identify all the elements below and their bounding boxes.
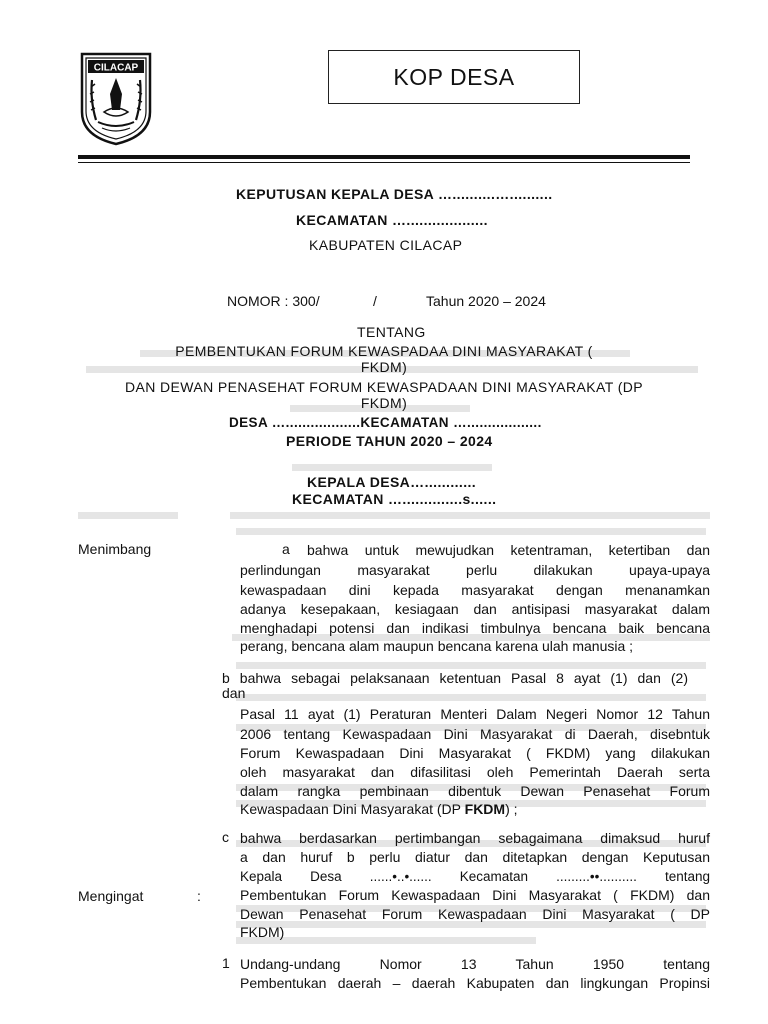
- item-b-dan: dan: [222, 685, 246, 701]
- item-c-marker: c: [222, 829, 229, 845]
- nomor-label: NOMOR : 300/: [227, 293, 320, 309]
- decree-title-line1: KEPUTUSAN KEPALA DESA …..........…..........: [236, 186, 553, 202]
- item-b-line: Pasal 11 ayat (1) Peraturan Menteri Dalam Negeri Nomor 12 Tahun: [240, 706, 710, 722]
- subject-line-4: FKDM): [360, 395, 408, 411]
- item-a-marker: a: [282, 541, 290, 557]
- kop-title: KOP DESA: [393, 63, 515, 90]
- mengingat-item1-marker: 1: [222, 955, 230, 971]
- periode-line: PERIODE TAHUN 2020 – 2024: [286, 433, 493, 449]
- item-a-line: menghadapi potensi dan indikasi timbulnya bencana baik bencana: [240, 620, 710, 636]
- subject-line-1: PEMBENTUKAN FORUM KEWASPADAA DINI MASYARAKAT (: [175, 343, 593, 359]
- item-a-line: adanya kesepakaan, kesiagaan dan antisipasi masyarakat dalam: [240, 601, 710, 617]
- letterhead-rule-thin: [78, 162, 690, 163]
- item-c-line: Kepala Desa ......•..•...... Kecamatan .........••.......... tentang: [240, 869, 710, 884]
- item-b-line: 2006 tentang Kewaspadaan Dini Masyarakat di Daerah, disebntuk: [240, 726, 710, 742]
- item-a-line: perlindungan masyarakat perlu dilakukan upaya-upaya: [240, 562, 710, 578]
- item-a-first-line: bahwa untuk mewujudkan ketentraman, ketertiban dan: [307, 542, 710, 558]
- mengingat-item1-line: Pembentukan daerah – daerah Kabupaten dan lingkungan Propinsi: [240, 975, 710, 991]
- kecamatan-line-2: KECAMATAN …..............s......: [292, 491, 497, 507]
- item-c-line: bahwa berdasarkan pertimbangan sebagaimana dimaksud huruf: [240, 830, 710, 846]
- item-a-line: kewaspadaan dini kepada masyarakat dengan menanamkan: [240, 582, 710, 598]
- decree-title-kabupaten: KABUPATEN CILACAP: [309, 237, 463, 253]
- item-c-line: Dewan Penasehat Forum Kewaspadaan Dini Masyarakat ( DP: [240, 906, 710, 922]
- nomor-separator: /: [373, 293, 377, 309]
- tahun-label: Tahun 2020 – 2024: [426, 293, 546, 309]
- item-c-last-line: FKDM): [240, 924, 285, 940]
- tentang-label: TENTANG: [357, 324, 426, 340]
- item-b-line: Forum Kewaspadaan Dini Masyarakat ( FKDM) yang dilakukan: [240, 745, 710, 761]
- letterhead-rule-thick: [78, 155, 690, 159]
- menimbang-label: Menimbang: [78, 541, 152, 557]
- subject-line-3: DAN DEWAN PENASEHAT FORUM KEWASPADAAN DINI MASYARAKAT (DP: [124, 379, 644, 395]
- subject-line-2: FKDM): [360, 359, 408, 375]
- kop-desa-box: [328, 50, 580, 104]
- kepala-desa-line: KEPALA DESA…............: [307, 474, 477, 490]
- item-c-line: a dan huruf b perlu diatur dan ditetapkan dengan Keputusan: [240, 849, 710, 865]
- decree-title-kecamatan: KECAMATAN …...................: [296, 212, 488, 228]
- item-b-last-prefix: Kewaspadaan Dini Masyarakat (DP: [240, 801, 465, 817]
- item-b-first-line: b bahwa sebagai pelaksanaan ketentuan Pasal 8 ayat (1) dan (2): [222, 670, 688, 686]
- item-c-line: Pembentukan Forum Kewaspadaan Dini Masyarakat ( FKDM) dan: [240, 887, 710, 903]
- item-b-last-suffix: ) ;: [505, 801, 518, 817]
- item-b-line: dalam rangka pembinaan dibentuk Dewan Penasehat Forum: [240, 783, 710, 799]
- item-a-line: perang, bencana alam maupun bencana karena ulah manusia ;: [240, 638, 634, 654]
- cilacap-logo: [78, 50, 154, 146]
- mengingat-colon: :: [197, 888, 201, 904]
- item-b-last-line: [240, 801, 518, 817]
- desa-kecamatan-line: DESA …..................KECAMATAN …..................: [229, 415, 542, 430]
- item-b-line: oleh masyarakat dan difasilitasi oleh Pemerintah Daerah serta: [240, 764, 710, 780]
- mengingat-item1-line: Undang-undang Nomor 13 Tahun 1950 tentang: [240, 956, 710, 972]
- item-b-last-bold: FKDM: [464, 801, 506, 817]
- logo-text: CILACAP: [93, 62, 139, 74]
- mengingat-label: Mengingat: [78, 888, 144, 904]
